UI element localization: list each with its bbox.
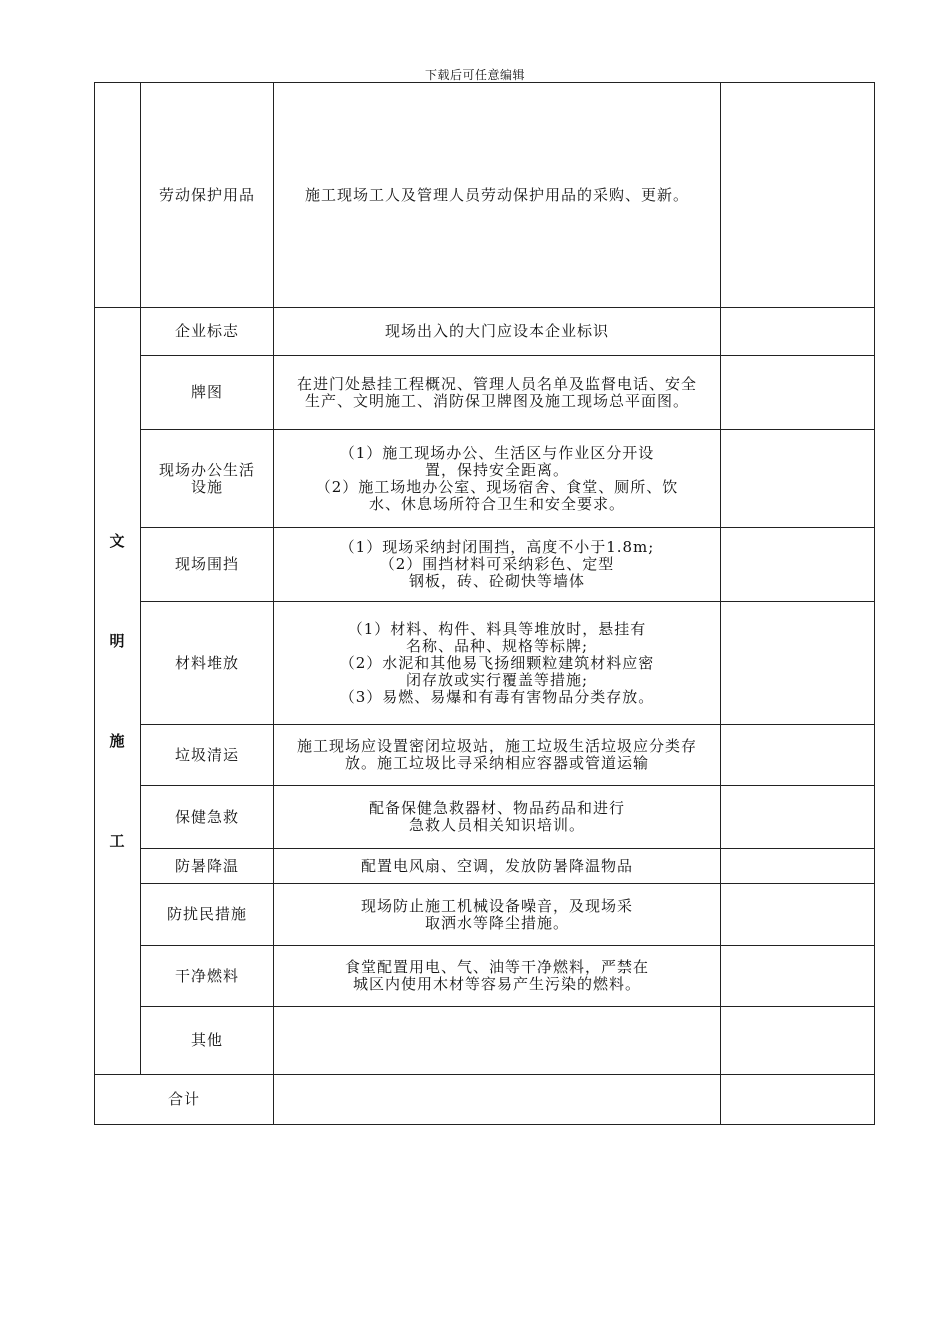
amount-cell: [721, 849, 875, 884]
item-cell: 材料堆放: [141, 602, 274, 725]
content-cell: 食堂配置用电、气、油等干净燃料，严禁在 城区内使用木材等容易产生污染的燃料。: [274, 946, 721, 1007]
category-cell-empty: [95, 83, 141, 308]
table-row: [95, 786, 875, 849]
category-char: 明: [109, 632, 126, 650]
item-cell: 劳动保护用品: [141, 83, 274, 308]
item-cell: 垃圾清运: [141, 725, 274, 786]
table-row: [95, 356, 875, 430]
category-char: 施: [109, 732, 126, 750]
total-row: [95, 1075, 875, 1125]
category-cell: [95, 308, 141, 1075]
content-cell: 施工现场应设置密闭垃圾站，施工垃圾生活垃圾应分类存 放。施工垃圾比寻采纳相应容器或管道运输: [274, 725, 721, 786]
item-cell: 干净燃料: [141, 946, 274, 1007]
total-label: 合计: [95, 1075, 274, 1125]
amount-cell: [721, 725, 875, 786]
content-cell: （1）现场采纳封闭围挡，高度不小于1.8m; （2）围挡材料可采纳彩色、定型 钢板，砖、砼砌快等墙体: [274, 528, 721, 602]
table-row: [95, 602, 875, 725]
content-cell: 配备保健急救器材、物品药品和进行 急救人员相关知识培训。: [274, 786, 721, 849]
amount-cell: [721, 430, 875, 528]
table-row: [95, 1007, 875, 1075]
amount-cell: [721, 308, 875, 356]
total-amount-cell: [721, 1075, 875, 1125]
item-cell: 现场办公生活 设施: [141, 430, 274, 528]
total-content-cell: [274, 1075, 721, 1125]
category-char: 文: [109, 532, 126, 550]
amount-cell: [721, 884, 875, 946]
amount-cell: [721, 528, 875, 602]
content-cell: （1）材料、构件、料具等堆放时，悬挂有 名称、品种、规格等标牌; （2）水泥和其他易飞扬细颗粒建筑材料应密 闭存放或实行覆盖等措施; （3）易燃、易爆和有毒有害物品分类存放。: [274, 602, 721, 725]
table-row: [95, 946, 875, 1007]
item-cell: 企业标志: [141, 308, 274, 356]
amount-cell: [721, 356, 875, 430]
item-cell: 防暑降温: [141, 849, 274, 884]
item-cell: 牌图: [141, 356, 274, 430]
table-row: [95, 528, 875, 602]
item-cell: 防扰民措施: [141, 884, 274, 946]
content-cell: [274, 1007, 721, 1075]
table-row: [95, 884, 875, 946]
content-cell: 施工现场工人及管理人员劳动保护用品的采购、更新。: [274, 83, 721, 308]
table-row: [95, 725, 875, 786]
amount-cell: [721, 946, 875, 1007]
amount-cell: [721, 786, 875, 849]
content-cell: 现场防止施工机械设备噪音，及现场采 取洒水等降尘措施。: [274, 884, 721, 946]
content-cell: 在进门处悬挂工程概况、管理人员名单及监督电话、安全 生产、文明施工、消防保卫牌图及施工现场总平面图。: [274, 356, 721, 430]
table-row: [95, 430, 875, 528]
table-row: [95, 308, 875, 356]
amount-cell: [721, 83, 875, 308]
content-cell: 现场出入的大门应设本企业标识: [274, 308, 721, 356]
item-cell: 保健急救: [141, 786, 274, 849]
header-note: 下载后可任意编辑: [424, 68, 525, 82]
table-row: [95, 83, 875, 308]
item-cell: 其他: [141, 1007, 274, 1075]
table-row: [95, 849, 875, 884]
amount-cell: [721, 1007, 875, 1075]
content-cell: （1）施工现场办公、生活区与作业区分开设 置，保持安全距离。 （2）施工场地办公室、现场宿舍、食堂、厕所、饮 水、休息场所符合卫生和安全要求。: [274, 430, 721, 528]
cost-table: [94, 82, 875, 1125]
category-char: 工: [109, 832, 126, 850]
item-cell: 现场围挡: [141, 528, 274, 602]
amount-cell: [721, 602, 875, 725]
content-cell: 配置电风扇、空调，发放防暑降温物品: [274, 849, 721, 884]
